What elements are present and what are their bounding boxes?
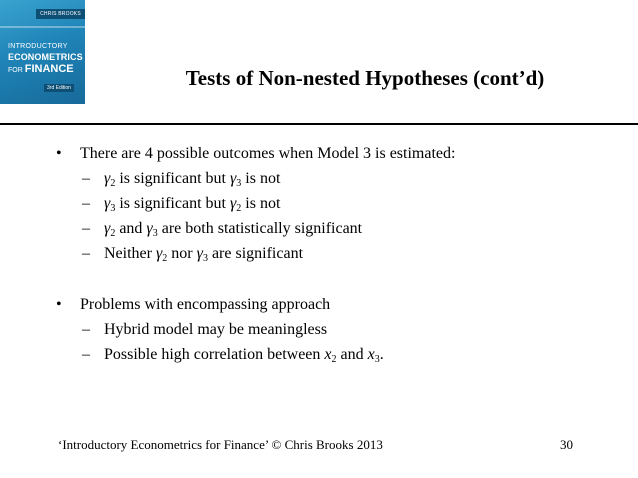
text-segment: is significant but [115,170,230,187]
gamma-symbol: γ [155,245,163,262]
cover-title-line-1: INTRODUCTORY [8,43,68,50]
subscript: 3 [110,203,116,214]
dash-icon: – [82,346,90,363]
dash-icon: – [82,245,90,262]
subscript: 2 [236,203,242,214]
gamma-symbol: γ [104,220,111,237]
variable-x: x [324,346,332,363]
gamma-symbol: γ [104,170,111,187]
dash-icon: – [82,220,90,237]
subitem-1-3 [104,219,362,239]
gamma-symbol: γ [229,195,237,212]
cover-edition: 3rd Edition [44,84,74,92]
text-segment: nor [167,245,197,262]
text-segment: is not [241,195,281,212]
subitem-1-2 [104,194,280,214]
subscript: 2 [110,228,116,239]
bullet-1-text: There are 4 possible outcomes when Model 3 is estimated: [80,145,456,162]
text-segment: and [336,346,368,363]
page-number: 30 [560,437,573,452]
text-segment: Possible high correlation between [104,346,325,363]
gamma-symbol: γ [146,220,153,237]
subscript: 3 [202,253,208,264]
variable-x: x [367,346,375,363]
cover-title-line-2: ECONOMETRICS [8,52,83,62]
dash-icon: – [82,195,90,212]
gamma-symbol: γ [104,195,111,212]
text-segment: and [115,220,147,237]
text-segment: . [379,346,384,363]
subscript: 3 [374,354,380,365]
dash-icon: – [82,321,90,338]
text-segment: are significant [207,245,304,262]
subitem-2-1: Hybrid model may be meaningless [104,321,328,338]
subitem-2-2 [104,345,384,365]
subscript: 3 [152,228,158,239]
cover-author: CHRIS BROOKS [36,9,85,19]
text-segment: Neither [104,245,156,262]
bullet-icon: • [56,145,62,162]
bullet-icon: • [56,296,62,313]
text-segment: are both statistically significant [157,220,363,237]
slide-title: Tests of Non-nested Hypotheses (cont’d) [185,66,545,90]
subitem-1-1 [104,169,280,189]
subitem-1-4 [104,244,303,264]
gamma-symbol: γ [229,170,237,187]
subscript: 2 [162,253,168,264]
footer-source: ‘Introductory Econometrics for Finance’ © Chris Brooks 2013 [58,437,383,452]
gamma-symbol: γ [196,245,203,262]
text-segment: is not [241,170,281,187]
subscript: 2 [110,178,116,189]
dash-icon: – [82,170,90,187]
cover-title-main: FINANCE [24,63,74,75]
cover-title-prefix: FOR [8,67,23,74]
text-segment: is significant but [115,195,230,212]
subscript: 2 [331,354,337,365]
bullet-2-text: Problems with encompassing approach [80,296,331,313]
subscript: 3 [236,178,242,189]
